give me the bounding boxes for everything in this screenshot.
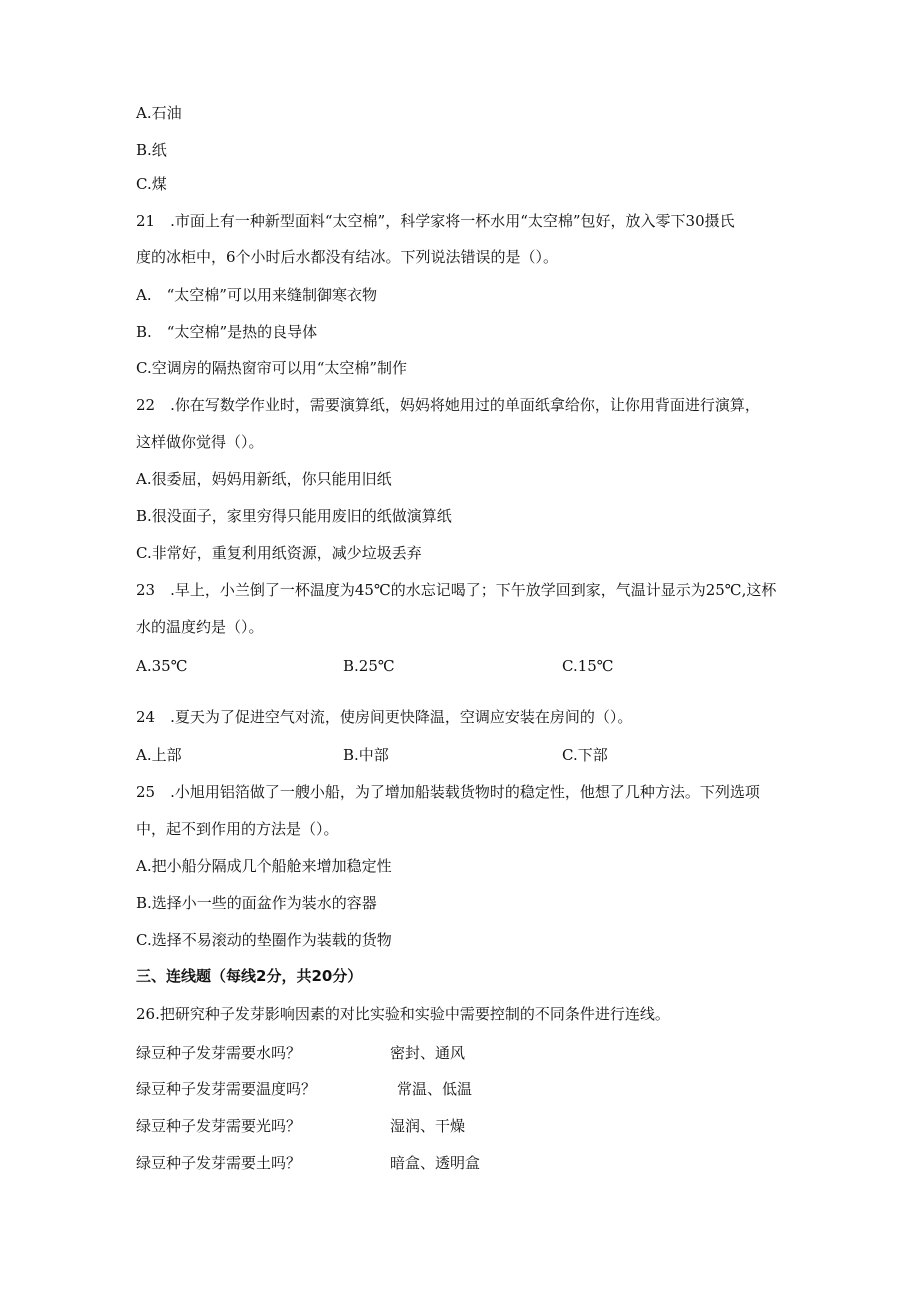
question-25-text: 25 .小旭用铝箔做了一艘小船，为了增加船装载货物时的稳定性，他想了几种方法。下列选项 xyxy=(136,783,760,801)
option-b: B.纸 xyxy=(136,141,167,159)
q25-option-b: B.选择小一些的面盆作为装水的容器 xyxy=(136,894,377,912)
match-left-item: 绿豆种子发芽需要光吗？ xyxy=(136,1117,302,1135)
q24-option-c: C.下部 xyxy=(562,746,608,764)
question-25-text-cont: 中，起不到作用的方法是（）。 xyxy=(136,820,339,838)
question-21-text-cont: 度的冰柜中，6个小时后水都没有结冰。下列说法错误的是（）。 xyxy=(136,248,559,266)
match-left-item: 绿豆种子发芽需要温度吗？ xyxy=(136,1080,317,1098)
question-23-text-cont: 水的温度约是（）。 xyxy=(136,618,264,636)
question-24-text: 24 .夏天为了促进空气对流，使房间更快降温，空调应安装在房间的（）。 xyxy=(136,708,633,726)
question-21-text: 21 .市面上有一种新型面料“太空棉”，科学家将一杯水用“太空棉”包好，放入零下30摄氏 xyxy=(136,212,735,230)
q22-option-b: B.很没面子，家里穷得只能用废旧的纸做演算纸 xyxy=(136,507,452,525)
q23-option-c: C.15℃ xyxy=(562,657,614,675)
q21-option-c: C.空调房的隔热窗帘可以用“太空棉”制作 xyxy=(136,359,408,377)
q23-option-a: A.35℃ xyxy=(136,657,188,675)
match-right-item: 常温、低温 xyxy=(397,1080,473,1098)
match-right-item: 密封、通风 xyxy=(390,1044,466,1062)
option-c: C.煤 xyxy=(136,175,167,193)
q25-option-a: A.把小船分隔成几个船舱来增加稳定性 xyxy=(136,857,392,875)
q22-option-c: C.非常好，重复利用纸资源，减少垃圾丢弃 xyxy=(136,544,422,562)
match-left-item: 绿豆种子发芽需要水吗？ xyxy=(136,1044,302,1062)
q21-option-a: A. “太空棉”可以用来缝制御寒衣物 xyxy=(136,286,377,304)
question-22-text: 22 .你在写数学作业时，需要演算纸，妈妈将她用过的单面纸拿给你，让你用背面进行演算， xyxy=(136,396,760,414)
question-23-text: 23 .早上，小兰倒了一杯温度为45℃的水忘记喝了；下午放学回到家，气温计显示为25℃,这杯 xyxy=(136,581,777,599)
question-22-text-cont: 这样做你觉得（）。 xyxy=(136,433,264,451)
match-right-item: 暗盒、透明盒 xyxy=(390,1154,481,1172)
option-a: A.石油 xyxy=(136,104,182,122)
q25-option-c: C.选择不易滚动的垫圈作为装载的货物 xyxy=(136,931,392,949)
q22-option-a: A.很委屈，妈妈用新纸，你只能用旧纸 xyxy=(136,470,392,488)
match-right-item: 湿润、干燥 xyxy=(390,1117,466,1135)
q23-option-b: B.25℃ xyxy=(343,657,395,675)
match-left-item: 绿豆种子发芽需要土吗？ xyxy=(136,1154,302,1172)
q21-option-b: B. “太空棉”是热的良导体 xyxy=(136,323,318,341)
question-26-text: 26.把研究种子发芽影响因素的对比实验和实验中需要控制的不同条件进行连线。 xyxy=(136,1005,670,1023)
q24-option-a: A.上部 xyxy=(136,746,182,764)
section-3-heading: 三、连线题（每线2分，共20分） xyxy=(136,967,363,985)
q24-option-b: B.中部 xyxy=(343,746,389,764)
